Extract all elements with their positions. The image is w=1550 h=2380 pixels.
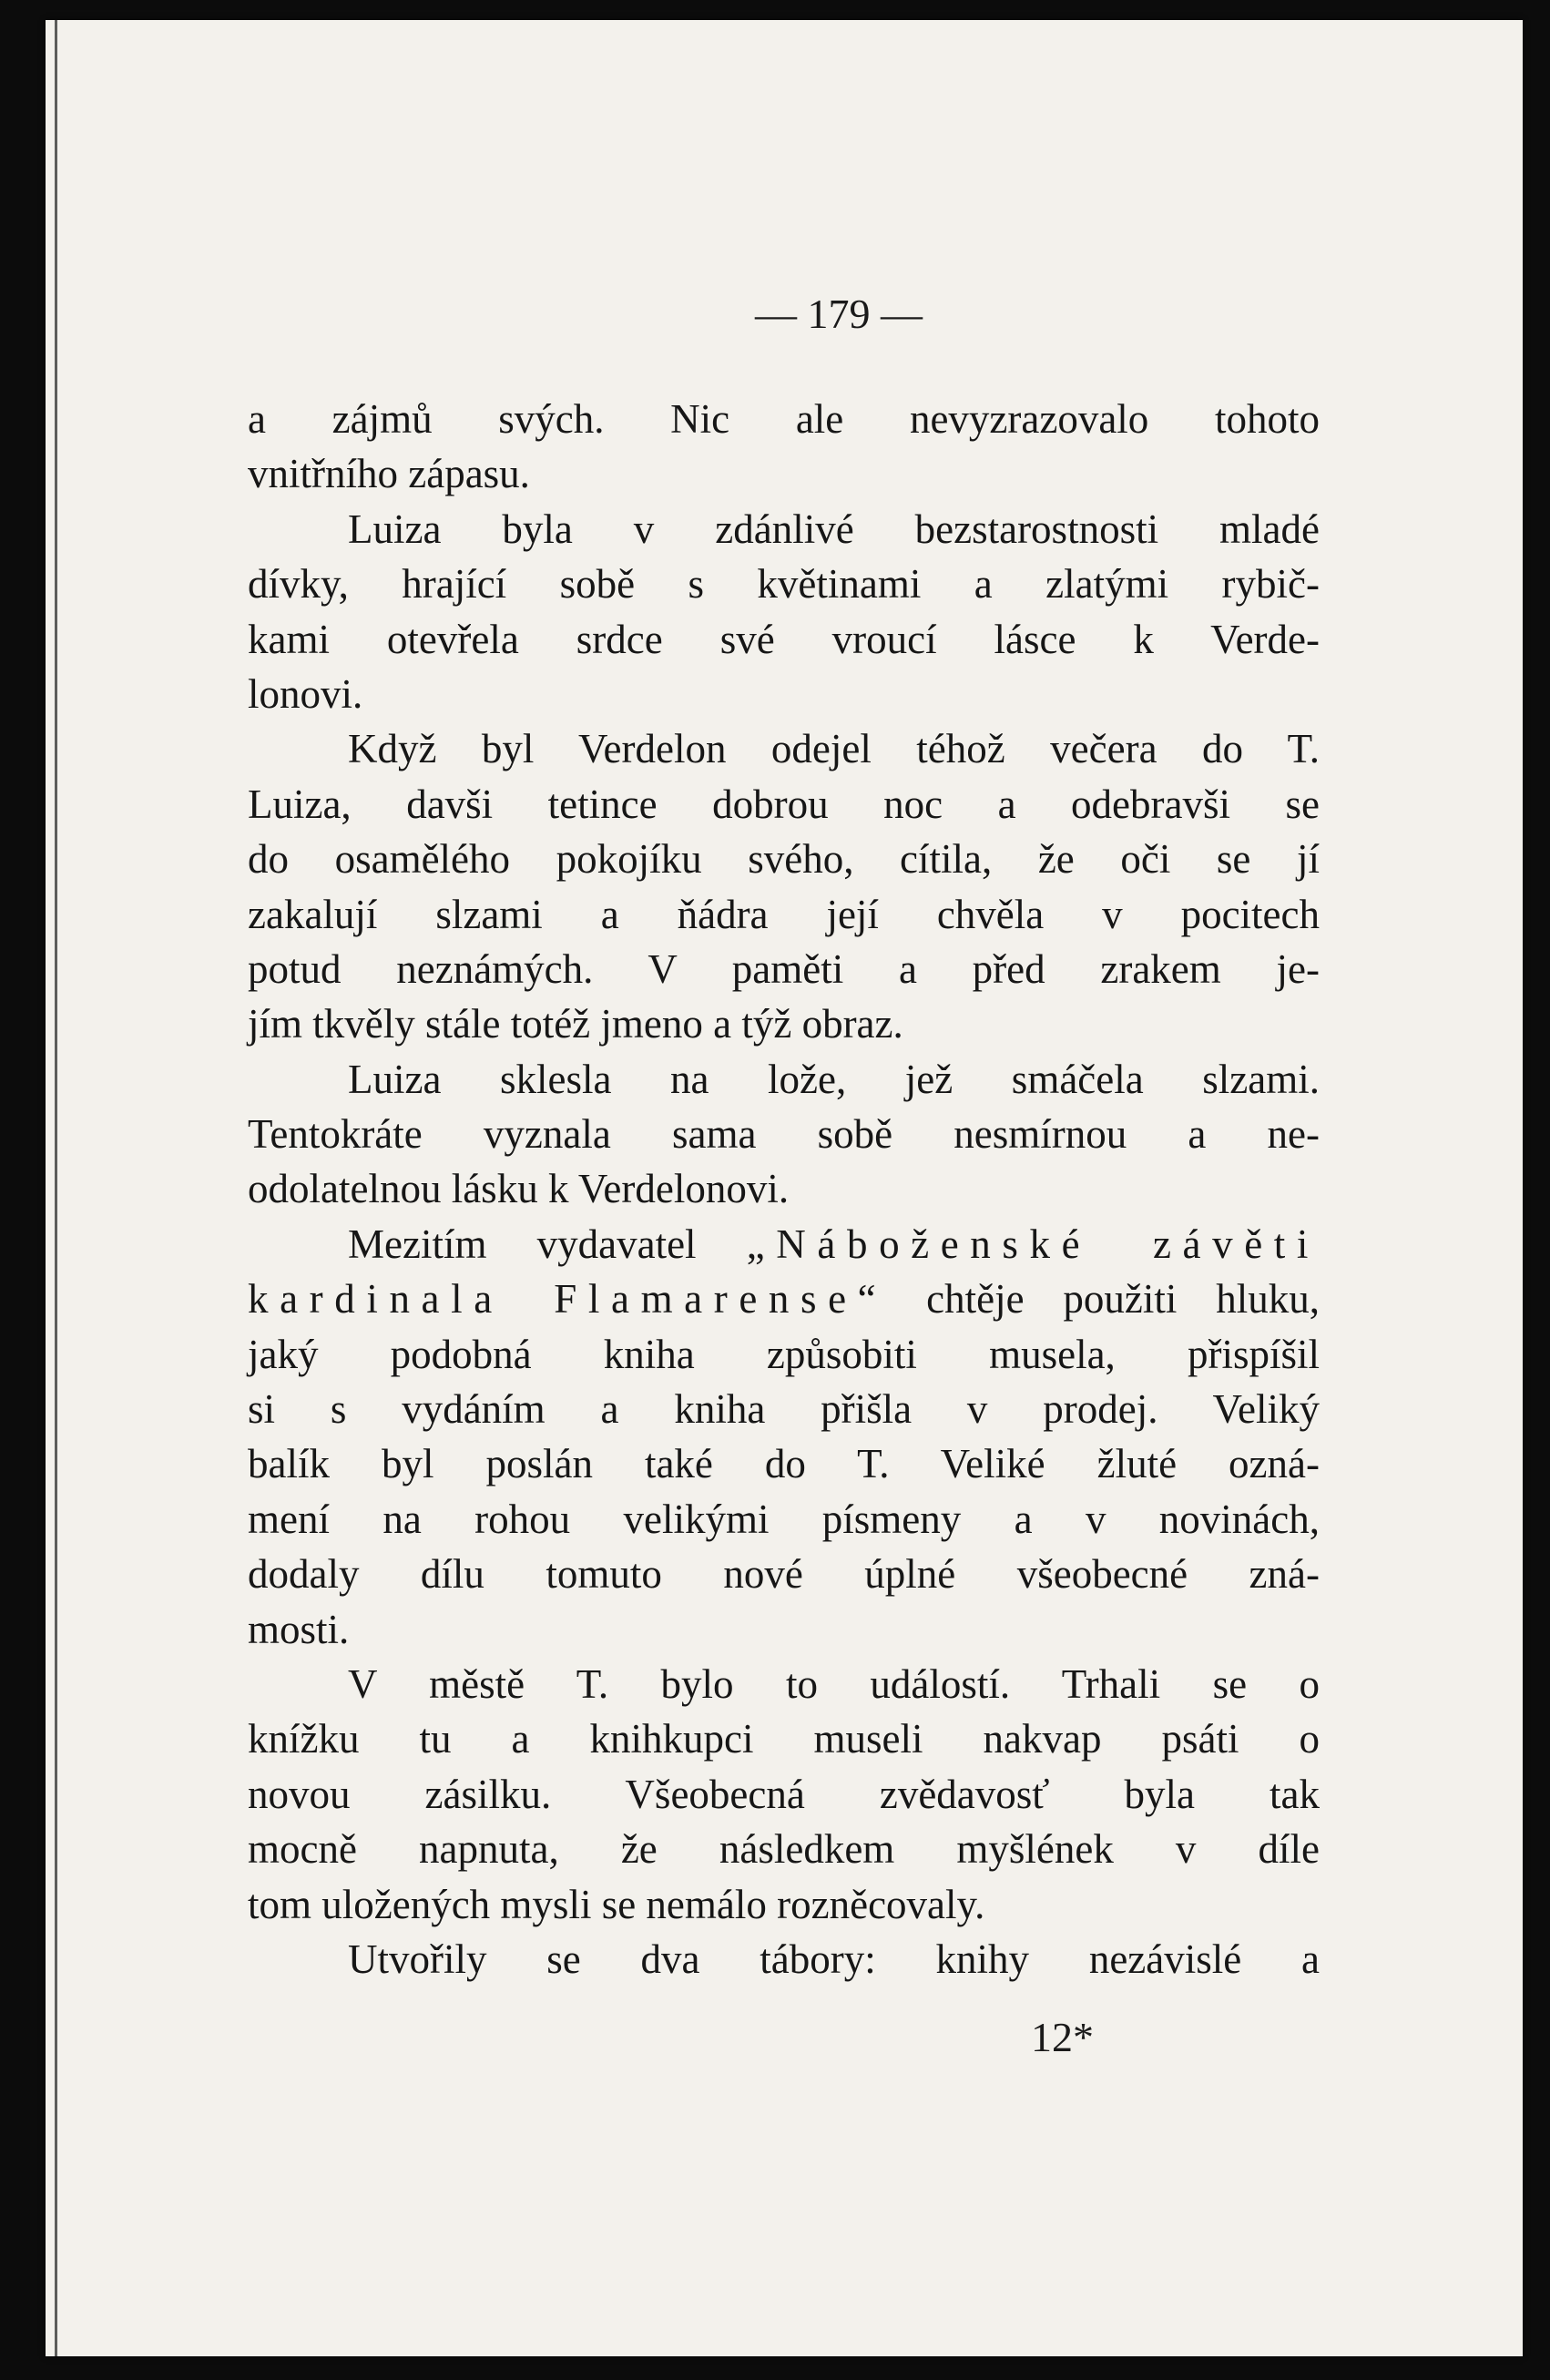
spaced-title: „Náboženské závěti xyxy=(746,1221,1320,1267)
text-line: zakalují slzami a ňádra její chvěla v pocitech xyxy=(248,891,1320,937)
text-line: knížku tu a knihkupci museli nakvap psáti o xyxy=(248,1716,1320,1762)
text-line: lonovi. xyxy=(248,670,363,717)
book-page xyxy=(46,20,1523,2356)
text-line: jaký podobná kniha způsobiti musela, přispíšil xyxy=(248,1331,1320,1377)
text-line: tom uložených mysli se nemálo rozněcovaly. xyxy=(248,1881,985,1927)
text-line: mocně napnuta, že následkem myšlének v díle xyxy=(248,1826,1320,1873)
text-line: V městě T. bylo to událostí. Trhali se o xyxy=(348,1660,1320,1707)
text-line: Utvořily se dva tábory: knihy nezávislé a xyxy=(348,1936,1320,1982)
spaced-title: kardinala Flamarense“ xyxy=(248,1276,888,1323)
text-line: mení na rohou velikými písmeny a v novinách, xyxy=(248,1496,1320,1542)
text-line: Luiza byla v zdánlivé bezstarostnosti mladé xyxy=(348,506,1320,552)
text-line: dívky, hrající sobě s květinami a zlatými rybič- xyxy=(248,561,1320,608)
text-line: Luiza, davši tetince dobrou noc a odebravši se xyxy=(248,781,1320,827)
binding-edge xyxy=(55,20,57,2356)
body-text xyxy=(248,392,1320,1987)
text-line: mosti. xyxy=(248,1606,350,1652)
text-line: Luiza sklesla na lože, jež smáčela slzami. xyxy=(348,1056,1320,1102)
text-line xyxy=(248,1217,1320,1272)
text-line: Když byl Verdelon odejel téhož večera do T. xyxy=(348,726,1320,772)
text-segment: Mezitím vydavatel xyxy=(348,1221,747,1267)
text-line: novou zásilku. Všeobecná zvědavosť byla tak xyxy=(248,1771,1320,1817)
page-number: — 179 — xyxy=(755,291,923,337)
text-line: kami otevřela srdce své vroucí lásce k Verde- xyxy=(248,616,1320,662)
text-line: Tentokráte vyznala sama sobě nesmírnou a ne- xyxy=(248,1111,1320,1158)
text-line: potud neznámých. V paměti a před zrakem je- xyxy=(248,945,1320,992)
text-line: vnitřního zápasu. xyxy=(248,451,530,497)
text-line: balík byl poslán také do T. Veliké žluté ozná- xyxy=(248,1441,1320,1487)
text-line: odolatelnou lásku k Verdelonovi. xyxy=(248,1166,790,1212)
text-line: jím tkvěly stále totéž jmeno a týž obraz. xyxy=(248,1001,903,1047)
text-line: a zájmů svých. Nic ale nevyzrazovalo tohoto xyxy=(248,396,1320,442)
text-segment: chtěje použiti hluku, xyxy=(887,1276,1320,1323)
text-line: dodaly dílu tomuto nové úplné všeobecné zná- xyxy=(248,1551,1320,1598)
signature-mark: 12* xyxy=(1031,2014,1094,2060)
text-line xyxy=(248,1272,1320,1326)
text-line: do osamělého pokojíku svého, cítila, že oči se jí xyxy=(248,836,1320,883)
text-line: si s vydáním a kniha přišla v prodej. Veliký xyxy=(248,1386,1320,1433)
